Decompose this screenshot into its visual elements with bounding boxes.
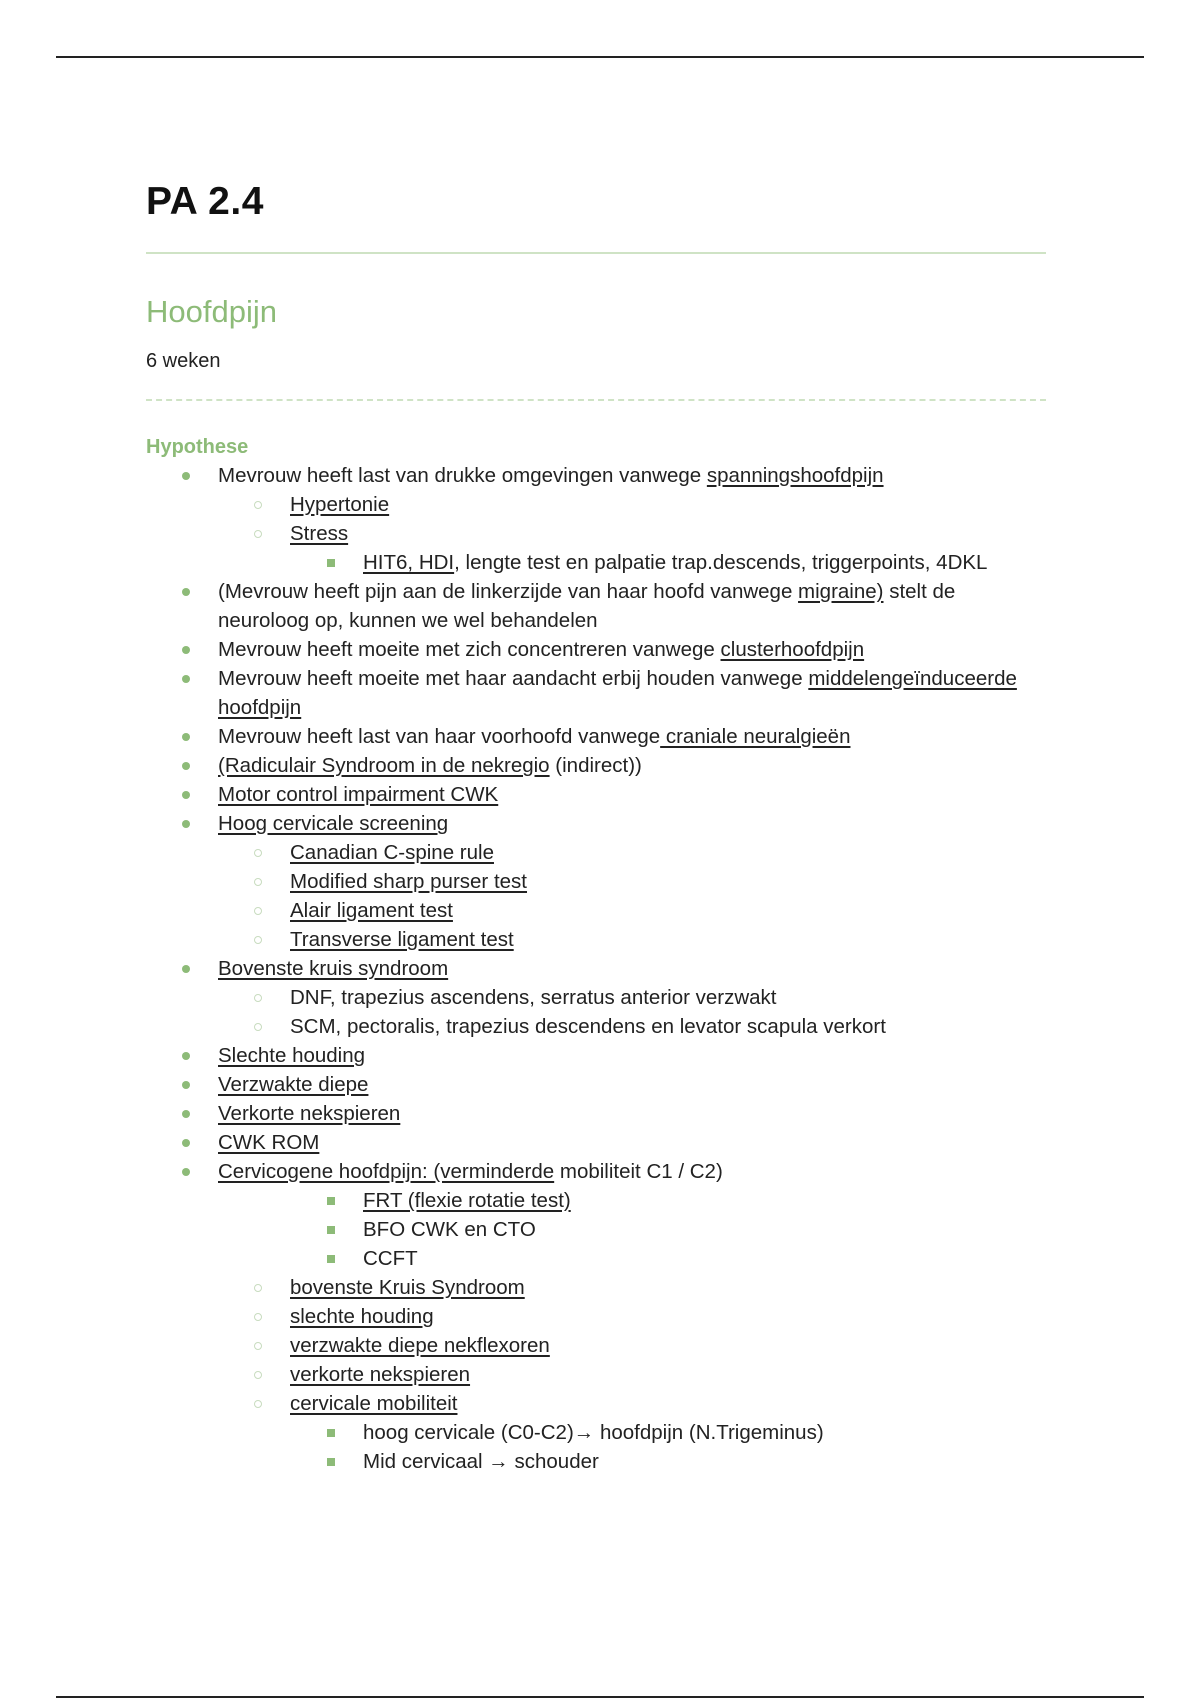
list-item <box>146 925 1046 954</box>
list-item-text: Alair ligament test <box>290 899 453 922</box>
list-item-text: Slechte houding <box>218 1044 366 1067</box>
list-item <box>146 1244 1046 1273</box>
list-item <box>146 548 1046 577</box>
list-item <box>146 1302 1046 1331</box>
bullet-dot-icon <box>182 820 190 828</box>
list-item <box>146 1389 1046 1418</box>
list-item-text: DNF, trapezius ascendens, serratus anterior verzwakt <box>290 986 777 1009</box>
bullet-dot-icon <box>182 733 190 741</box>
list-item-text: BFO CWK en CTO <box>363 1218 536 1241</box>
list-item-text: Cervicogene hoofdpijn: (verminderde <box>218 1160 555 1183</box>
bullet-circle-icon <box>254 907 262 915</box>
list-item <box>146 1128 1046 1157</box>
list-item <box>146 461 1046 490</box>
bullet-square-icon <box>327 1255 335 1263</box>
list-item <box>146 1331 1046 1360</box>
list-item-text: Hoog cervicale screening <box>218 812 449 835</box>
bullet-circle-icon <box>254 1023 262 1031</box>
bullet-dot-icon <box>182 965 190 973</box>
bullet-circle-icon <box>254 849 262 857</box>
bullet-square-icon <box>327 559 335 567</box>
title-divider <box>146 252 1046 254</box>
list-item-text: Stress <box>290 522 349 545</box>
list-item-text: migraine) <box>798 580 884 603</box>
bullet-circle-icon <box>254 878 262 886</box>
subsection-title: Hypothese <box>146 436 249 458</box>
list-item-text: Mid cervicaal → schouder <box>363 1450 599 1473</box>
list-item-text: Verkorte nekspieren <box>218 1102 401 1125</box>
list-item-text: (Radiculair Syndroom in de nekregio <box>218 754 550 777</box>
list-item <box>146 1186 1046 1215</box>
list-item <box>146 490 1046 519</box>
bullet-dot-icon <box>182 1168 190 1176</box>
bullet-circle-icon <box>254 530 262 538</box>
list-item-text: middelengeïnduceerde hoofdpijn <box>218 667 1017 719</box>
bullet-circle-icon <box>254 994 262 1002</box>
list-item <box>146 1070 1046 1099</box>
page-bottom-rule <box>56 1696 1144 1698</box>
list-item <box>146 1273 1046 1302</box>
list-item <box>146 664 1046 722</box>
page-title: PA 2.4 <box>146 180 264 223</box>
list-item-text: Modified sharp purser test <box>290 870 528 893</box>
list-item-text: (Mevrouw heeft pijn aan de linkerzijde van haar hoofd vanwege <box>218 580 799 603</box>
list-item-text: spanningshoofdpijn <box>706 464 884 487</box>
list-item-text: mobiliteit C1 / C2) <box>554 1160 723 1183</box>
list-item-text: cervicale mobiliteit <box>290 1392 458 1415</box>
bullet-circle-icon <box>254 1284 262 1292</box>
bullet-square-icon <box>327 1458 335 1466</box>
bullet-circle-icon <box>254 501 262 509</box>
list-item-text: CCFT <box>363 1247 418 1270</box>
list-item-text: Canadian C-spine rule <box>290 841 494 864</box>
list-item <box>146 954 1046 983</box>
list-item-text: clusterhoofdpijn <box>720 638 865 661</box>
section-title: Hoofdpijn <box>146 294 277 329</box>
list-item <box>146 780 1046 809</box>
bullet-dot-icon <box>182 472 190 480</box>
bullet-circle-icon <box>254 1371 262 1379</box>
list-item <box>146 635 1046 664</box>
list-item-text: craniale neuralgieën <box>660 725 851 748</box>
bullet-dot-icon <box>182 762 190 770</box>
bullet-dot-icon <box>182 675 190 683</box>
list-item <box>146 1447 1046 1476</box>
list-item <box>146 867 1046 896</box>
bullet-dot-icon <box>182 646 190 654</box>
bullet-dot-icon <box>182 1081 190 1089</box>
list-item-text: Mevrouw heeft last van haar voorhoofd vanwege <box>218 725 661 748</box>
list-item-text: Bovenste kruis syndroom <box>218 957 449 980</box>
list-item-text: verkorte nekspieren <box>290 1363 471 1386</box>
list-item-text: verzwakte diepe nekflexoren <box>290 1334 550 1357</box>
list-item <box>146 722 1046 751</box>
bullet-dot-icon <box>182 1052 190 1060</box>
list-item <box>146 1012 1046 1041</box>
list-item <box>146 577 1046 635</box>
hypothesis-outline <box>146 461 1046 1476</box>
list-item <box>146 809 1046 838</box>
list-item-text: Hypertonie <box>290 493 390 516</box>
list-item <box>146 1418 1046 1447</box>
list-item-text: HIT6, HDI <box>363 551 455 574</box>
list-item-text: (indirect)) <box>549 754 642 777</box>
bullet-dot-icon <box>182 1110 190 1118</box>
list-item <box>146 1215 1046 1244</box>
list-item <box>146 983 1046 1012</box>
list-item-text: Verzwakte diepe <box>218 1073 369 1096</box>
bullet-circle-icon <box>254 1313 262 1321</box>
bullet-square-icon <box>327 1226 335 1234</box>
list-item-text: hoog cervicale (C0-C2)→ hoofdpijn (N.Trigeminus) <box>363 1421 824 1444</box>
list-item <box>146 838 1046 867</box>
list-item-text: stelt de neuroloog op, kunnen we wel behandelen <box>218 580 956 632</box>
list-item <box>146 519 1046 548</box>
list-item <box>146 1157 1046 1186</box>
list-item-text: SCM, pectoralis, trapezius descendens en levator scapula verkort <box>290 1015 886 1038</box>
bullet-square-icon <box>327 1197 335 1205</box>
bullet-dot-icon <box>182 588 190 596</box>
list-item-text: Mevrouw heeft last van drukke omgevingen vanwege <box>218 464 707 487</box>
list-item-text: , lengte test en palpatie trap.descends, triggerpoints, 4DKL <box>454 551 988 574</box>
list-item <box>146 1041 1046 1070</box>
bullet-circle-icon <box>254 936 262 944</box>
bullet-dot-icon <box>182 1139 190 1147</box>
dashed-divider <box>146 399 1046 401</box>
document-body <box>146 180 1046 1476</box>
list-item-text: slechte houding <box>290 1305 434 1328</box>
bullet-square-icon <box>327 1429 335 1437</box>
list-item <box>146 896 1046 925</box>
list-item-text: Mevrouw heeft moeite met zich concentreren vanwege <box>218 638 721 661</box>
list-item <box>146 751 1046 780</box>
list-item-text: Mevrouw heeft moeite met haar aandacht erbij houden vanwege <box>218 667 809 690</box>
list-item-text: bovenste Kruis Syndroom <box>290 1276 525 1299</box>
list-item-text: Transverse ligament test <box>290 928 514 951</box>
bullet-dot-icon <box>182 791 190 799</box>
list-item <box>146 1099 1046 1128</box>
page-top-rule <box>56 56 1144 58</box>
list-item <box>146 1360 1046 1389</box>
bullet-circle-icon <box>254 1342 262 1350</box>
bullet-circle-icon <box>254 1400 262 1408</box>
list-item-text: FRT (flexie rotatie test) <box>363 1189 571 1212</box>
list-item-text: Motor control impairment CWK <box>218 783 499 806</box>
section-subtitle: 6 weken <box>146 350 221 372</box>
list-item-text: CWK ROM <box>218 1131 320 1154</box>
